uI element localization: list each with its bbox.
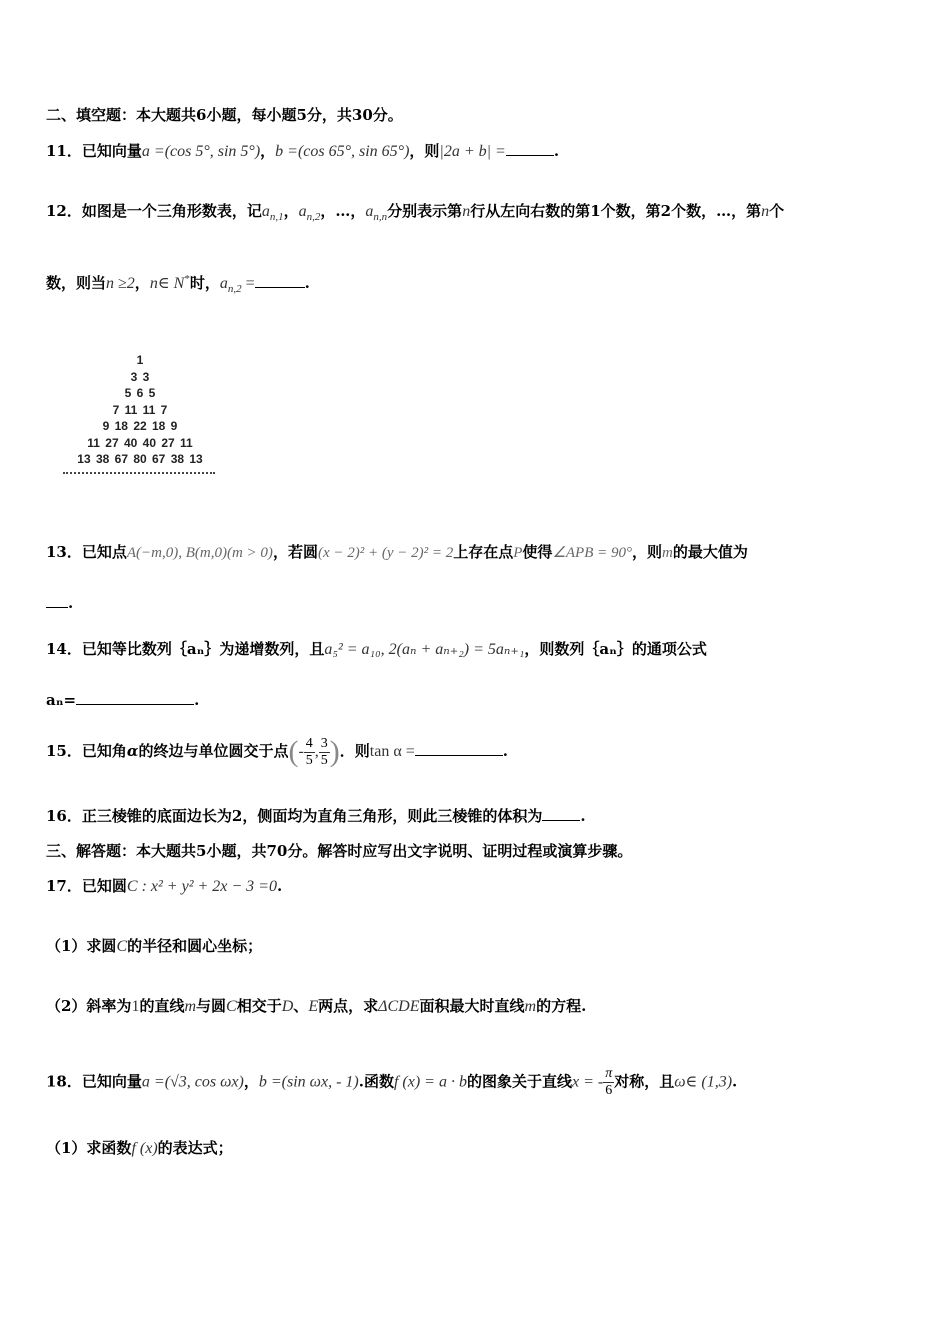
- q12-text-6: 时，: [189, 274, 220, 292]
- triangle-row: 5 6 5: [124, 386, 156, 400]
- q13-number: 13．: [46, 543, 82, 561]
- section-heading-3: 三、解答题：本大题共5小题，共70分。解答时应写出文字说明、证明过程或演算步骤。: [46, 842, 633, 860]
- q18-fraction: [603, 1066, 614, 1099]
- q13-text-1: 已知点: [81, 543, 127, 561]
- q16-number: 16．: [46, 807, 82, 825]
- q13-text-2: ，若圆: [272, 543, 318, 561]
- q14-condition: a₅² = a₁₀, 2(aₙ + aₙ₊₂) = 5aₙ₊₁: [324, 641, 525, 658]
- q13-text-5: ，则: [632, 543, 663, 561]
- q12-text-5: 数，则当: [46, 274, 107, 292]
- q11-answer-blank: [506, 141, 554, 156]
- q15-num-1: 4: [305, 735, 313, 751]
- question-14: [46, 638, 707, 659]
- q12-comma-2: ，…，: [320, 202, 366, 220]
- q18-omega-range: ω∈ (1,3): [674, 1073, 733, 1091]
- q13-answer-blank: [46, 593, 68, 608]
- q13-m: m: [662, 545, 673, 561]
- question-18: [46, 1066, 737, 1099]
- q14-end: .: [194, 691, 200, 709]
- q14-number: 14．: [46, 640, 82, 658]
- q15-minus: -: [298, 743, 304, 760]
- q15-num-2: 3: [320, 735, 328, 751]
- q11-comma: ，: [260, 142, 276, 160]
- q18-text-4: 对称，且: [614, 1072, 675, 1091]
- q18-comma: ，: [243, 1072, 259, 1091]
- triangle-row: 9 18 22 18 9: [102, 419, 178, 433]
- q12-a-n2: a: [298, 203, 307, 220]
- q14-answer-blank: [76, 690, 194, 705]
- q15-fraction-1: [304, 736, 315, 769]
- q16-answer-blank: [542, 806, 580, 821]
- q12-a-n2-sub: n,2: [306, 211, 321, 223]
- q12-text-1: 如图是一个三角形数表，记: [81, 202, 262, 220]
- q17-p2-m-2: m: [524, 998, 537, 1015]
- q11-vector-b: b =(cos 65°, sin 65°): [275, 143, 410, 160]
- q18-p1-f: f (x): [131, 1140, 158, 1157]
- q11-then: ，则: [409, 142, 440, 160]
- q12-equals: =: [241, 275, 255, 292]
- q18-line-x: x = -: [571, 1073, 604, 1091]
- question-16: [46, 805, 586, 826]
- q12-text-4: 个: [769, 202, 785, 220]
- q12-number: 12．: [46, 202, 82, 220]
- q12-text-3: 行从左向右数的第1个数，第2个数，…，第: [470, 202, 762, 220]
- number-triangle-figure: [60, 352, 220, 468]
- q13-end: .: [68, 594, 74, 612]
- q14-text-2: ，则数列｛aₙ｝的通项公式: [524, 640, 707, 658]
- q11-text-pre: 已知向量: [81, 142, 142, 160]
- q17-p2-c: C: [226, 998, 237, 1015]
- q13-points: A(−m,0), B(m,0)(m > 0): [126, 545, 273, 561]
- q18-text-1: 已知向量: [81, 1072, 142, 1091]
- q15-text-3: ．则: [339, 742, 370, 760]
- q12-text-2: 分别表示第: [387, 202, 463, 220]
- q17-number: 17．: [46, 877, 82, 895]
- q17-p2-text-8: 的方程.: [536, 997, 587, 1015]
- q12-star: *: [184, 273, 190, 285]
- q14-an: aₙ=: [46, 691, 77, 709]
- q17-p2-text-5: 、: [293, 997, 309, 1015]
- triangle-row: 3 3: [130, 369, 150, 384]
- q15-end: .: [502, 742, 508, 760]
- q12-a-n1: a: [261, 203, 270, 220]
- triangle-dots-divider: [63, 472, 215, 474]
- q17-circle-equation: C : x² + y² + 2x − 3 =0: [126, 878, 277, 895]
- q18-vector-b: b =(sin ωx, - 1): [258, 1073, 359, 1091]
- section-heading-2: 二、填空题：本大题共6小题，每小题5分，共30分。: [46, 106, 403, 124]
- q17-p2-text-7: 面积最大时直线: [419, 997, 525, 1015]
- q13-angle: ∠APB = 90°: [552, 545, 632, 561]
- q18-end: .: [732, 1072, 738, 1091]
- q15-tan: tan α =: [369, 743, 415, 760]
- q14-text-1: 已知等比数列｛aₙ｝为递增数列，且: [81, 640, 325, 658]
- triangle-row: 1: [136, 353, 144, 367]
- q17-p2-text-4: 相交于: [236, 997, 282, 1015]
- q17-p2-e: E: [308, 998, 319, 1015]
- question-11: [46, 140, 559, 161]
- question-17-part-1: [46, 935, 262, 956]
- q15-text-2: 的终边与单位圆交于点: [138, 742, 289, 760]
- q18-function: f (x) = a · b: [393, 1073, 467, 1091]
- triangle-row: 11 27 40 40 27 11: [87, 435, 193, 450]
- q13-text-3: 上存在点: [453, 543, 514, 561]
- q17-p2-m: m: [184, 998, 197, 1015]
- q17-p1-text-2: 的半径和圆心坐标；: [127, 937, 263, 955]
- q17-p2-d: D: [281, 998, 294, 1015]
- q15-right-paren: ): [329, 735, 340, 768]
- question-15: 15．已知角α的终边与单位圆交于点(- $\frac{4}{5}$ , $\frac{3}{5}$ )．则tan α = .: [46, 735, 508, 768]
- question-17-part-2: [46, 995, 586, 1016]
- q13-text-6: 的最大值为: [672, 543, 748, 561]
- question-13: [46, 541, 748, 562]
- q18-vector-a: a =(√3, cos ωx): [141, 1073, 244, 1091]
- q18-text-2: .函数: [358, 1072, 394, 1091]
- q13-circle: (x − 2)² + (y − 2)² = 2: [317, 545, 454, 561]
- q18-p1-text-1: （1）求函数: [46, 1139, 132, 1157]
- q17-p2-triangle: ΔCDE: [378, 998, 420, 1015]
- triangle-row: 13 38 67 80 67 38 13: [77, 452, 203, 466]
- q12-n-1: n: [462, 203, 471, 220]
- q12-a-n1-sub: n,1: [269, 211, 284, 223]
- q18-text-3: 的图象关于直线: [466, 1072, 572, 1091]
- q15-number: 15．: [46, 742, 82, 760]
- q17-p1-c: C: [116, 938, 128, 955]
- triangle-row: 7 11 11 7: [112, 402, 168, 417]
- q12-a-nn: a: [365, 203, 374, 220]
- q11-number: 11．: [46, 142, 82, 160]
- q17-p2-slope: 1: [131, 998, 140, 1015]
- q16-end: .: [580, 807, 586, 825]
- q12-comma-3: ，: [134, 274, 150, 292]
- question-14-line-2: [46, 690, 199, 709]
- q11-vector-a: a =(cos 5°, sin 5°): [141, 143, 261, 160]
- q15-den-2: 5: [320, 752, 328, 768]
- q18-pi: π: [605, 1066, 613, 1081]
- q12-n-2: n: [761, 203, 770, 220]
- question-12-line-1: [46, 200, 784, 223]
- q12-comma-1: ，: [283, 202, 299, 220]
- q12-a-n2-target: a: [219, 275, 228, 292]
- q12-end: .: [304, 274, 310, 292]
- question-12-line-2: [46, 272, 310, 295]
- q18-p1-text-2: 的表达式；: [157, 1139, 233, 1157]
- q13-point-p: P: [513, 545, 523, 561]
- q17-p1-text-1: （1）求圆: [46, 937, 117, 955]
- q17-text-1: 已知圆: [81, 877, 127, 895]
- question-13-line-2: [46, 593, 73, 612]
- q12-a-n2-target-sub: n,2: [227, 283, 242, 295]
- q12-answer-blank: [255, 273, 305, 288]
- q15-text-1: 已知角: [81, 742, 127, 760]
- q15-den-1: 5: [305, 752, 313, 768]
- q17-p2-text-6: 两点，求: [318, 997, 379, 1015]
- q17-end: .: [276, 877, 283, 895]
- q11-expression: |2a + b| =: [439, 143, 506, 160]
- q18-six: 6: [605, 1083, 613, 1098]
- q17-p2-text-3: 与圆: [196, 997, 227, 1015]
- q15-left-paren: (: [288, 735, 299, 768]
- q11-end: .: [553, 142, 560, 160]
- question-17: [46, 875, 282, 896]
- q15-answer-blank: [415, 741, 503, 756]
- q17-p2-text-1: （2）斜率为: [46, 997, 132, 1015]
- q15-alpha: α: [126, 742, 139, 760]
- q13-text-4: 使得: [522, 543, 553, 561]
- q12-condition-2: n∈ N: [149, 275, 185, 292]
- q17-p2-text-2: 的直线: [139, 997, 185, 1015]
- q16-text: 正三棱锥的底面边长为2，侧面均为直角三角形，则此三棱锥的体积为: [81, 807, 543, 825]
- question-18-part-1: [46, 1137, 233, 1158]
- q15-fraction-2: [319, 736, 330, 769]
- q12-a-nn-sub: n,n: [373, 211, 388, 223]
- q12-condition-1: n ≥2: [106, 275, 135, 292]
- q18-number: 18．: [46, 1072, 82, 1091]
